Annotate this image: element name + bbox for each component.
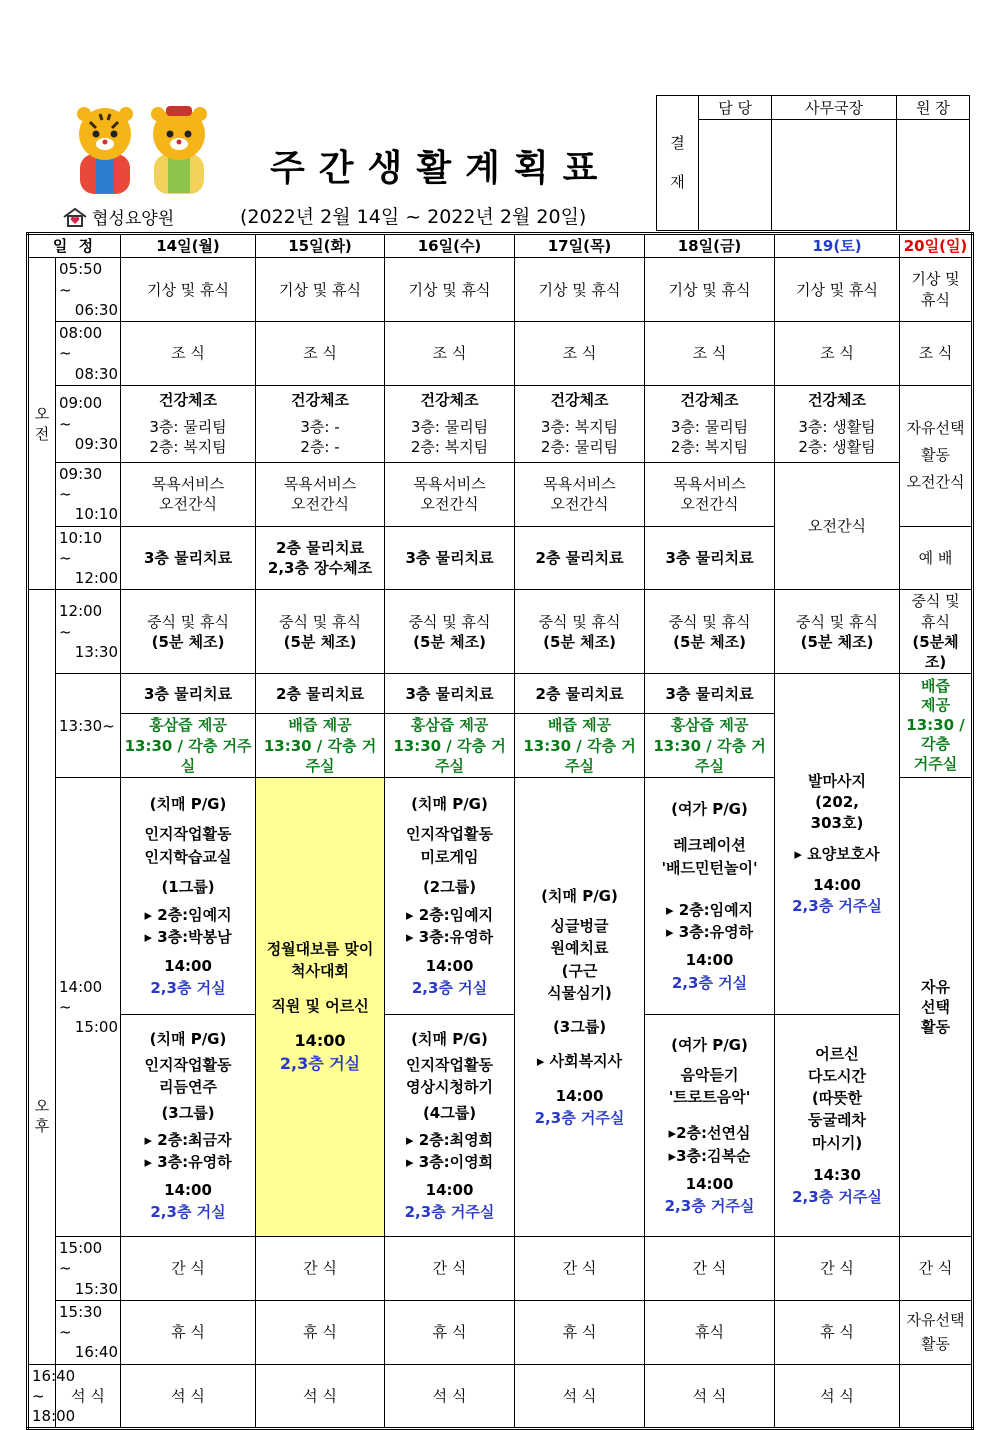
- cell-snack-sat: 간 식: [775, 1237, 900, 1301]
- time-1330: 13:30~: [56, 674, 121, 778]
- cell-exercise-sat: 건강체조 3층: 생활팀 2층: 생활팀: [775, 385, 900, 462]
- time-therapy: 10:10 ~ 12:00: [56, 526, 121, 590]
- row-lunch: [28, 590, 973, 674]
- cell-therapy-tue: 2층 물리치료 2,3층 장수체조: [256, 526, 385, 590]
- cell-drink-fri: 홍삼즙 제공 13:30 / 각층 거주실: [645, 714, 775, 778]
- header-day-sun: 20일(일): [900, 234, 973, 258]
- header-day-tue: 15일(화): [256, 234, 385, 258]
- cell-exercise-fri: 건강체조 3층: 물리팀 2층: 복지팀: [645, 385, 775, 462]
- row-program-lower: [28, 1015, 973, 1237]
- cell-rest-tue: 휴 식: [256, 1300, 385, 1364]
- cell-snack-wed: 간 식: [385, 1237, 515, 1301]
- cell-exercise-sun: 자유선택 활동 오전간식: [900, 385, 973, 526]
- time-breakfast: 08:00 ~ 08:30: [56, 322, 121, 386]
- cell-dinner-thu: 석 식: [385, 1364, 515, 1429]
- cell-wake-wed: 기상 및 휴식: [385, 258, 515, 322]
- cell-therapy-sun: 예 배: [900, 526, 973, 590]
- cell-wake-sun: 기상 및 휴식: [900, 258, 973, 322]
- time-rest: 15:30 ~ 16:40: [56, 1300, 121, 1364]
- cell-program-fri-a: (여가 P/G) 레크레이션 '배드민턴놀이' ▸ 2층:임예지 ▸ 3층:유영하 14:00 2,3층 거실: [645, 778, 775, 1015]
- cell-bath-mon: 목욕서비스 오전간식: [121, 462, 256, 526]
- cell-therapy-thu: 2층 물리치료: [515, 526, 645, 590]
- cell-dinner-sat: 석 식: [645, 1364, 775, 1429]
- tiger-mascots-illustration: [72, 102, 220, 198]
- header-row: [28, 234, 973, 258]
- cell-breakfast-tue: 조 식: [256, 322, 385, 386]
- org-name-text: 협성요양원: [92, 209, 175, 229]
- signature-slot-manager[interactable]: [699, 120, 772, 231]
- approval-role-director: 원 장: [896, 96, 969, 120]
- cell-wake-mon: 기상 및 휴식: [121, 258, 256, 322]
- cell-snack-mon: 간 식: [121, 1237, 256, 1301]
- row-snack: [28, 1237, 973, 1301]
- cell-lunch-tue: 중식 및 휴식 (5분 체조): [256, 590, 385, 674]
- cell-breakfast-fri: 조 식: [645, 322, 775, 386]
- header-day-mon: 14일(월): [121, 234, 256, 258]
- org-name: [62, 204, 174, 229]
- approval-label: 결 재: [657, 96, 699, 231]
- row-exercise: [28, 385, 973, 462]
- header-day-thu: 17일(목): [515, 234, 645, 258]
- time-bath: 09:30 ~ 10:10: [56, 462, 121, 526]
- signature-slot-secretary[interactable]: [772, 120, 896, 231]
- row-bath: [28, 462, 973, 526]
- row-dinner: [28, 1364, 973, 1429]
- cell-snack-sun: 간 식: [900, 1237, 973, 1301]
- cell-lunch-wed: 중식 및 휴식 (5분 체조): [385, 590, 515, 674]
- cell-program-sat-tea: 어르신 다도시간 (따뜻한 둥굴레차 마시기) 14:30 2,3층 거주실: [775, 1015, 900, 1237]
- header-day-fri: 18일(금): [645, 234, 775, 258]
- cell-snack-tue: 간 식: [256, 1237, 385, 1301]
- cell-exercise-tue: 건강체조 3층: - 2층: -: [256, 385, 385, 462]
- house-heart-icon: [62, 207, 88, 227]
- cell-wake-fri: 기상 및 휴식: [645, 258, 775, 322]
- time-snack: 15:00 ~ 15:30: [56, 1237, 121, 1301]
- cell-wake-thu: 기상 및 휴식: [515, 258, 645, 322]
- cell-therapy-mon: 3층 물리치료: [121, 526, 256, 590]
- cell-program-tue: 정월대보름 맞이 척사대회 직원 및 어르신 14:00 2,3층 거실: [256, 778, 385, 1237]
- cell-lunch-mon: 중식 및 휴식 (5분 체조): [121, 590, 256, 674]
- cell-drink-wed: 홍삼즙 제공 13:30 / 각층 거주실: [385, 714, 515, 778]
- cell-program-mon-a: (치매 P/G) 인지작업활동 인지학습교실 (1그룹) ▸ 2층:임예지 ▸ 3층:박봉남 14:00 2,3층 거실: [121, 778, 256, 1015]
- cell-program-wed-a: (치매 P/G) 인지작업활동 미로게임 (2그룹) ▸ 2층:임예지 ▸ 3층:유영하 14:00 2,3층 거실: [385, 778, 515, 1015]
- cell-pt-mon: 3층 물리치료: [121, 674, 256, 714]
- cell-pt-thu: 2층 물리치료: [515, 674, 645, 714]
- cell-therapy-fri: 3층 물리치료: [645, 526, 775, 590]
- header-day-wed: 16일(수): [385, 234, 515, 258]
- approval-role-manager: 담 당: [699, 96, 772, 120]
- cell-bath-wed: 목욕서비스 오전간식: [385, 462, 515, 526]
- cell-breakfast-thu: 조 식: [515, 322, 645, 386]
- cell-rest-thu: 휴 식: [515, 1300, 645, 1364]
- cell-lunch-sun: 중식 및 휴식 (5분체조): [900, 590, 973, 674]
- cell-wake-tue: 기상 및 휴식: [256, 258, 385, 322]
- time-dinner: 16:40 ~ 18:00: [28, 1364, 56, 1429]
- cell-dinner-mon: 석 식: [56, 1364, 121, 1429]
- cell-program-fri-b: (여가 P/G) 음악듣기 '트로트음악' ▸2층:선연심 ▸3층:김복순 14:00 2,3층 거주실: [645, 1015, 775, 1237]
- cell-pt-fri: 3층 물리치료: [645, 674, 775, 714]
- cell-dinner-wed: 석 식: [256, 1364, 385, 1429]
- cell-rest-fri: 휴식: [645, 1300, 775, 1364]
- label-am: 오 전: [28, 258, 56, 590]
- header-schedule: 일 정: [28, 234, 121, 258]
- cell-breakfast-mon: 조 식: [121, 322, 256, 386]
- signature-slot-director[interactable]: [896, 120, 969, 231]
- cell-drink-thu: 배즙 제공 13:30 / 각층 거주실: [515, 714, 645, 778]
- cell-drink-tue: 배즙 제공 13:30 / 각층 거주실: [256, 714, 385, 778]
- cell-sat-massage: 발마사지 (202, 303호) ▸ 요양보호사 14:00 2,3층 거주실: [775, 674, 900, 1015]
- cell-snack-thu: 간 식: [515, 1237, 645, 1301]
- cell-lunch-thu: 중식 및 휴식 (5분 체조): [515, 590, 645, 674]
- cell-bath-tue: 목욕서비스 오전간식: [256, 462, 385, 526]
- cell-pt-tue: 2층 물리치료: [256, 674, 385, 714]
- cell-exercise-wed: 건강체조 3층: 물리팀 2층: 복지팀: [385, 385, 515, 462]
- weekly-schedule-table: [26, 232, 974, 1430]
- cell-rest-sun: 자유선택 활동: [900, 1300, 973, 1364]
- cell-lunch-fri: 중식 및 휴식 (5분 체조): [645, 590, 775, 674]
- cell-program-wed-b: (치매 P/G) 인지작업활동 영상시청하기 (4그룹) ▸ 2층:최영희 ▸ 3층:이영희 14:00 2,3층 거주실: [385, 1015, 515, 1237]
- cell-program-sun-free: 자유 선택 활동: [900, 778, 973, 1237]
- cell-lunch-sat: 중식 및 휴식 (5분 체조): [775, 590, 900, 674]
- cell-program-mon-b: (치매 P/G) 인지작업활동 리듬연주 (3그룹) ▸ 2층:최금자 ▸ 3층:유영하 14:00 2,3층 거실: [121, 1015, 256, 1237]
- cell-sun-drink: 배즙 제공 13:30 / 각층 거주실: [900, 674, 973, 778]
- cell-program-thu: (치매 P/G) 싱글벙글 원예치료 (구근 식물심기) (3그룹) ▸ 사회복지사 14:00 2,3층 거주실: [515, 778, 645, 1237]
- cell-rest-wed: 휴 식: [385, 1300, 515, 1364]
- cell-dinner-tue: 석 식: [121, 1364, 256, 1429]
- tiger-right: [151, 106, 207, 194]
- cell-bath-thu: 목욕서비스 오전간식: [515, 462, 645, 526]
- cell-dinner-sun: 석 식: [775, 1364, 900, 1429]
- time-wake: 05:50 ~ 06:30: [56, 258, 121, 322]
- cell-exercise-mon: 건강체조 3층: 물리팀 2층: 복지팀: [121, 385, 256, 462]
- document-title: 주간생활계획표: [270, 148, 612, 189]
- time-exercise: 09:00 ~ 09:30: [56, 385, 121, 462]
- cell-rest-mon: 휴 식: [121, 1300, 256, 1364]
- cell-dinner-fri: 석 식: [515, 1364, 645, 1429]
- cell-bath-fri: 목욕서비스 오전간식: [645, 462, 775, 526]
- cell-breakfast-sun: 조 식: [900, 322, 973, 386]
- cell-bath-sat: 오전간식: [775, 462, 900, 590]
- cell-breakfast-sat: 조 식: [775, 322, 900, 386]
- row-pt-afternoon: [28, 674, 973, 714]
- schedule-period: (2022년 2월 14일 ~ 2022년 2월 20일): [240, 206, 587, 228]
- header-day-sat: 19(토): [775, 234, 900, 258]
- row-breakfast: [28, 322, 973, 386]
- time-lunch: 12:00 ~ 13:30: [56, 590, 121, 674]
- tiger-left: [77, 107, 133, 194]
- cell-therapy-wed: 3층 물리치료: [385, 526, 515, 590]
- cell-pt-wed: 3층 물리치료: [385, 674, 515, 714]
- cell-rest-sat: 휴 식: [775, 1300, 900, 1364]
- cell-drink-mon: 홍삼즙 제공 13:30 / 각층 거주실: [121, 714, 256, 778]
- cell-snack-fri: 간 식: [645, 1237, 775, 1301]
- cell-exercise-thu: 건강체조 3층: 복지팀 2층: 물리팀: [515, 385, 645, 462]
- time-program: 14:00 ~ 15:00: [56, 778, 121, 1237]
- approval-role-secretary: 사무국장: [772, 96, 896, 120]
- label-pm: 오 후: [28, 590, 56, 1364]
- cell-breakfast-wed: 조 식: [385, 322, 515, 386]
- cell-wake-sat: 기상 및 휴식: [775, 258, 900, 322]
- row-wake: [28, 258, 973, 322]
- approval-box: [656, 95, 970, 231]
- row-rest: [28, 1300, 973, 1364]
